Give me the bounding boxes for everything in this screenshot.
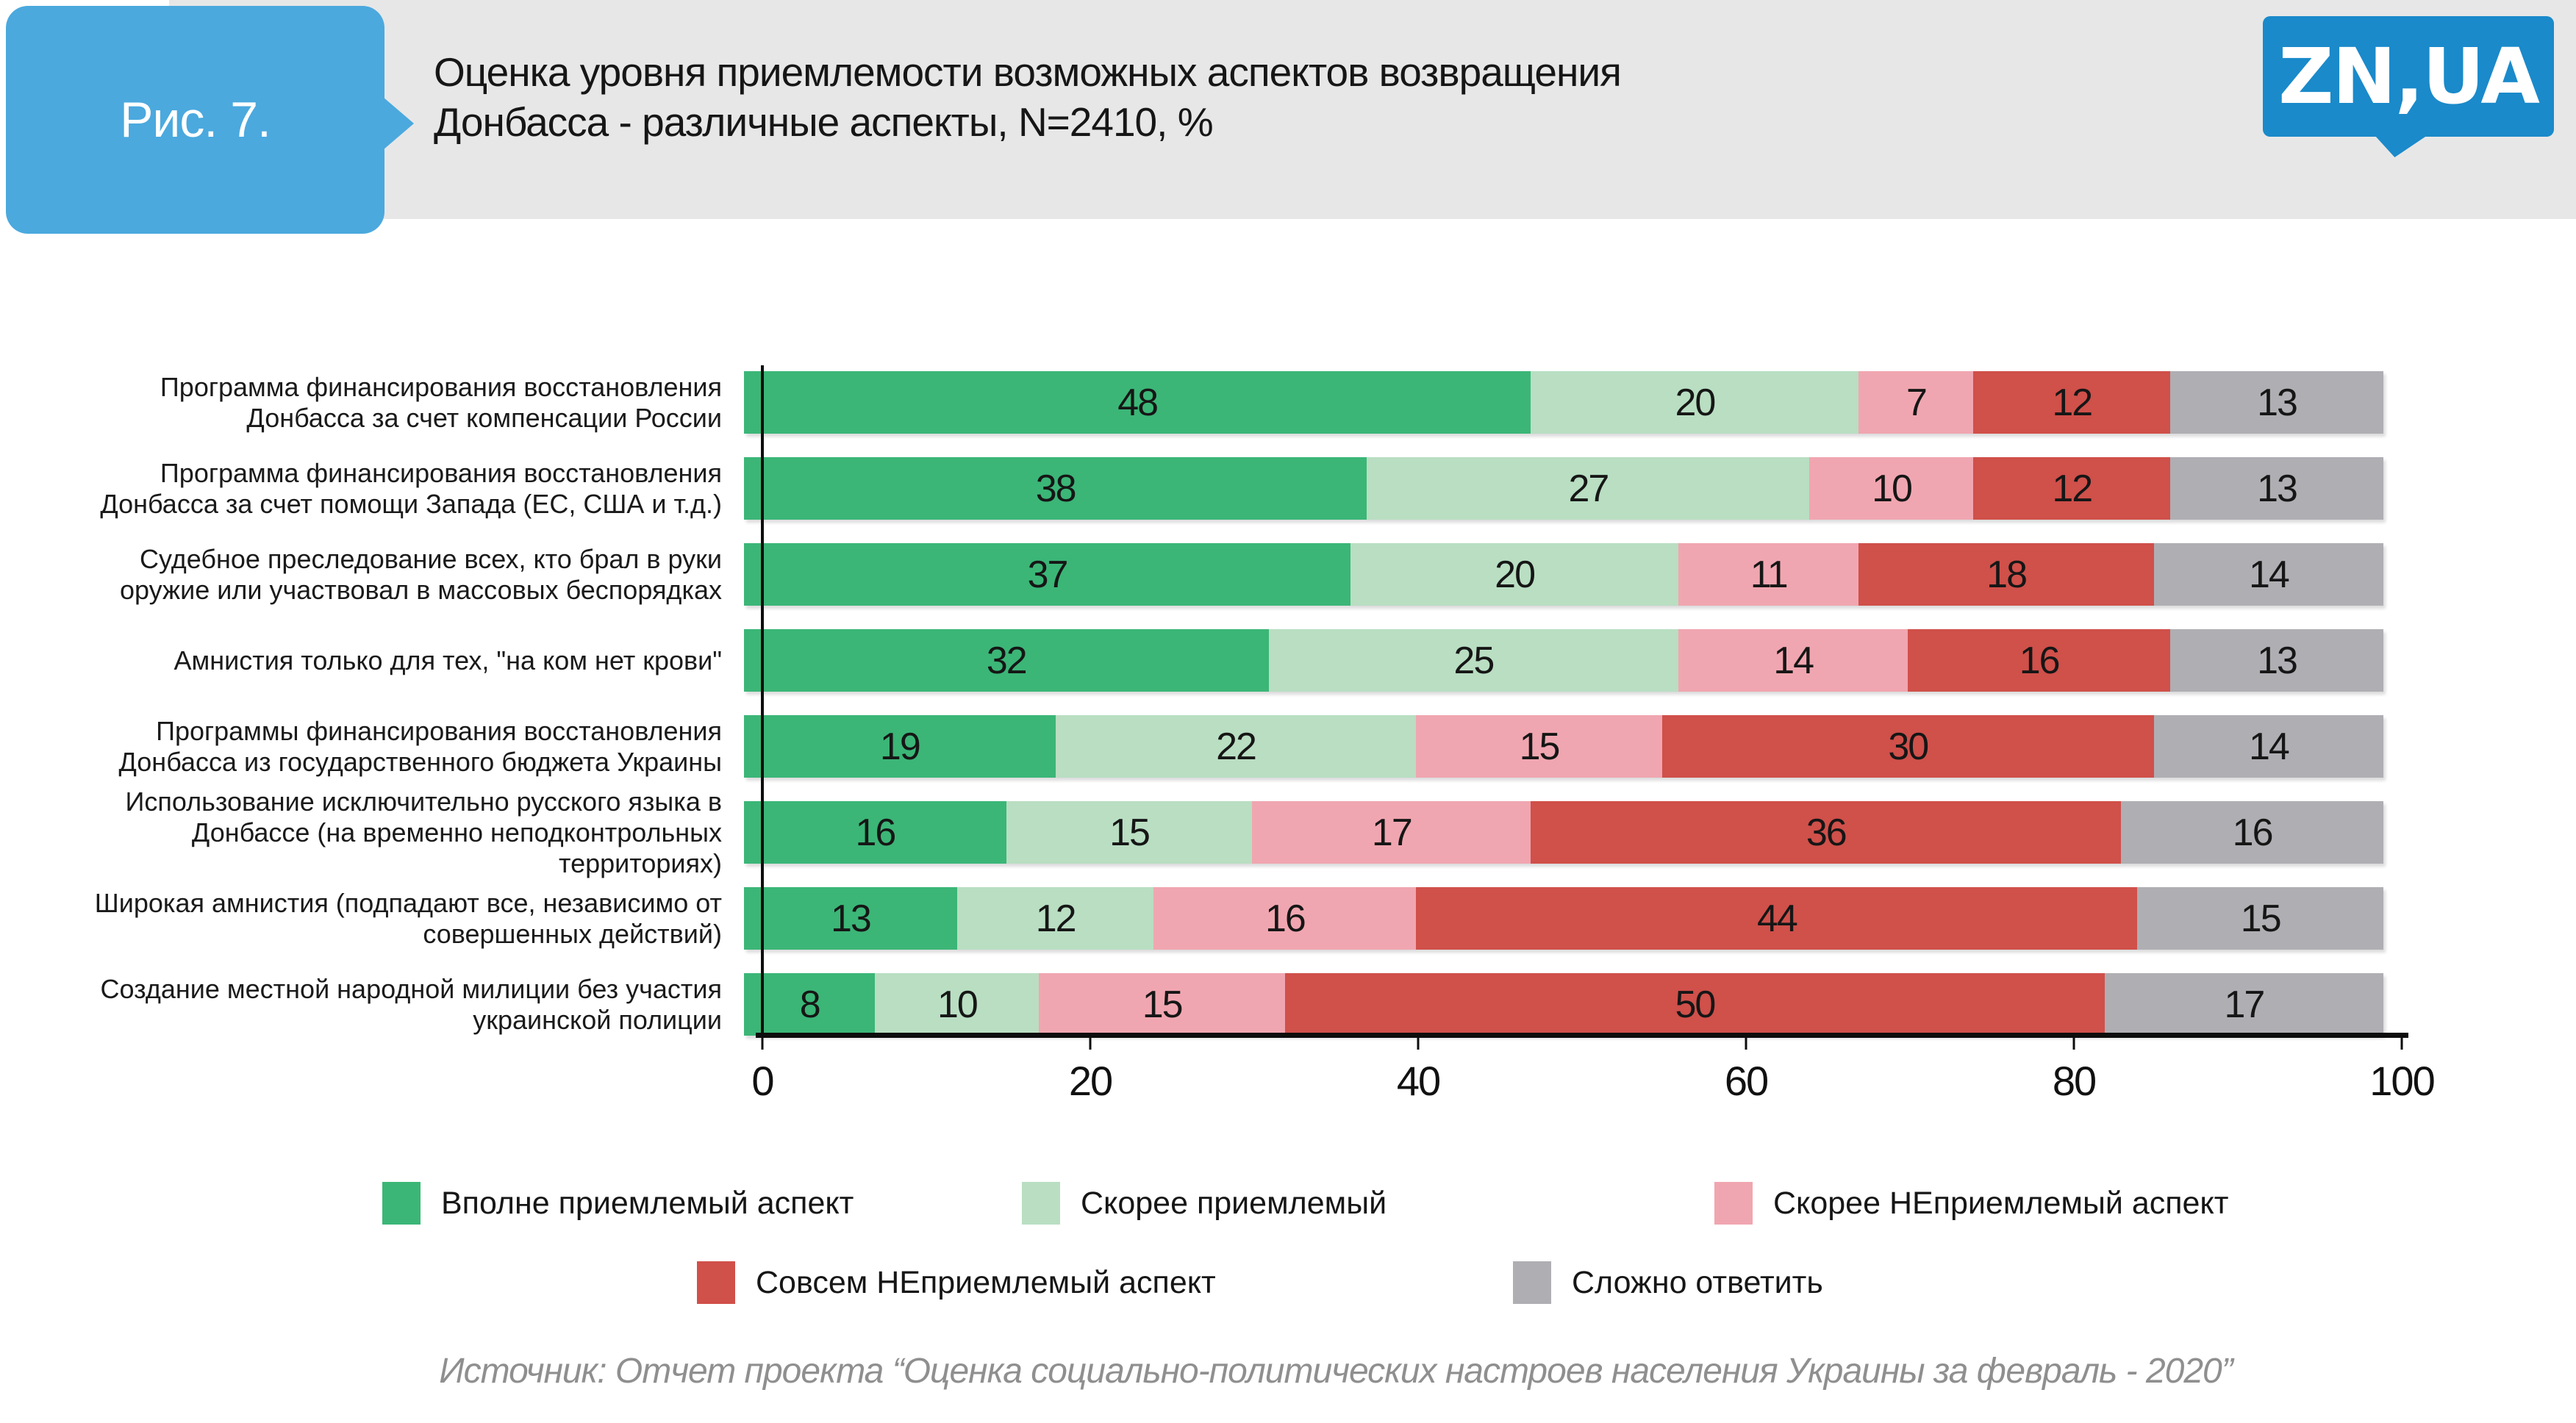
bar-segment	[2137, 887, 2383, 950]
bar-value-label: 36	[1806, 811, 1846, 854]
chart-row	[0, 445, 2426, 531]
bar-segment	[2121, 801, 2383, 864]
figure-number-tab	[6, 6, 384, 234]
chart-row	[0, 359, 2426, 445]
bar-value-label: 16	[1264, 897, 1305, 940]
category-label: Амнистия только для тех, "на ком нет крови"	[173, 645, 722, 675]
bar-value-label: 17	[2224, 983, 2264, 1026]
x-axis-tick-label: 40	[1396, 1058, 1440, 1104]
bar-track	[744, 715, 2383, 778]
bar-segment	[1858, 543, 2153, 606]
bar-track	[744, 801, 2383, 864]
legend-swatch	[697, 1261, 735, 1304]
bar-track	[744, 457, 2383, 520]
legend-label: Скорее приемлемый	[1081, 1185, 1387, 1221]
chart-row	[0, 617, 2426, 703]
category-label: Программа финансирования восстановления Донбасса за счет помощи Запада (ЕС, США и т.д.)	[100, 457, 722, 519]
x-axis-tick	[1745, 1038, 1747, 1050]
category-label: Использование исключительно русского языка в Донбассе (на временно неподконтрольных территориях)	[125, 786, 722, 878]
bar-segment	[1973, 457, 2170, 520]
figure-number-label: Рис. 7.	[120, 92, 271, 148]
legend-swatch	[1022, 1182, 1060, 1225]
bar-value-label: 30	[1888, 725, 1928, 768]
bar-value-label: 18	[1986, 553, 2026, 596]
bar-value-label: 20	[1675, 381, 1715, 424]
bar-segment	[1285, 973, 2105, 1036]
bar-track	[744, 887, 2383, 950]
chart-row	[0, 786, 2426, 878]
bar-segment	[2170, 457, 2383, 520]
bar-value-label: 13	[2257, 467, 2297, 510]
bar-segment	[744, 371, 1531, 434]
bar-value-label: 12	[1035, 897, 1076, 940]
bar-segment	[1416, 887, 2137, 950]
bar-value-label: 8	[799, 983, 820, 1026]
source-note: Источник: Отчет проекта “Оценка социально-политических настроев населения Украины за февраль - 2020”	[439, 1352, 2233, 1391]
bar-value-label: 11	[1750, 553, 1787, 596]
x-axis-tick	[2401, 1038, 2403, 1050]
bar-value-label: 25	[1453, 639, 1494, 682]
bar-segment	[1662, 715, 2154, 778]
bar-value-label: 32	[986, 639, 1026, 682]
bar-value-label: 48	[1117, 381, 1158, 424]
bar-segment	[1350, 543, 1678, 606]
chart-title-line-2: Донбасса - различные аспекты, N=2410, %	[434, 99, 1213, 145]
bar-value-label: 10	[1872, 467, 1911, 510]
x-axis-tick-label: 20	[1068, 1058, 1112, 1104]
figure-tab-arrow	[383, 97, 414, 150]
bar-value-label: 13	[2257, 639, 2297, 682]
legend-label: Вполне приемлемый аспект	[441, 1185, 854, 1221]
bar-segment	[1269, 629, 1679, 692]
bar-segment	[744, 887, 957, 950]
bar-value-label: 15	[2240, 897, 2280, 940]
bar-track	[744, 973, 2383, 1036]
category-label: Судебное преследование всех, кто брал в руки оружие или участвовал в массовых беспорядках	[120, 543, 722, 605]
x-axis-tick-label: 100	[2369, 1058, 2434, 1104]
x-axis-tick-label: 80	[2052, 1058, 2096, 1104]
bar-value-label: 7	[1906, 381, 1926, 424]
bar-segment	[2170, 371, 2383, 434]
x-axis-line	[756, 1033, 2408, 1038]
legend-item	[1714, 1182, 2228, 1225]
bar-value-label: 15	[1519, 725, 1559, 768]
legend-item	[1513, 1261, 1823, 1304]
x-axis-tick	[1090, 1038, 1092, 1050]
legend-swatch	[1513, 1261, 1551, 1304]
bar-segment	[744, 715, 1056, 778]
bar-track	[744, 629, 2383, 692]
bar-segment	[1678, 629, 1908, 692]
bar-segment	[1056, 715, 1417, 778]
bar-value-label: 44	[1756, 897, 1797, 940]
bar-segment	[1252, 801, 1531, 864]
bar-segment	[2170, 629, 2383, 692]
bar-segment	[744, 801, 1006, 864]
bar-value-label: 16	[2019, 639, 2059, 682]
x-axis-tick	[1417, 1038, 1420, 1050]
bar-value-label: 19	[879, 725, 920, 768]
bar-value-label: 50	[1675, 983, 1715, 1026]
bar-track	[744, 371, 2383, 434]
bar-segment	[2105, 973, 2383, 1036]
legend-swatch	[1714, 1182, 1753, 1225]
bar-value-label: 13	[831, 897, 870, 940]
bar-segment	[1039, 973, 1285, 1036]
bar-segment	[1858, 371, 1973, 434]
category-label: Создание местной народной милиции без участия украинской полиции	[100, 973, 722, 1035]
legend-item	[1022, 1182, 1387, 1225]
bar-value-label: 15	[1142, 983, 1182, 1026]
bar-segment	[1531, 801, 2121, 864]
bar-segment	[1531, 371, 1858, 434]
x-axis-tick-label: 0	[751, 1058, 773, 1104]
bar-segment	[1678, 543, 1858, 606]
bar-segment	[957, 887, 1154, 950]
bar-segment	[1973, 371, 2170, 434]
bar-segment	[1153, 887, 1416, 950]
bar-value-label: 37	[1027, 553, 1067, 596]
category-label: Программы финансирования восстановления Донбасса из государственного бюджета Украины	[118, 715, 722, 777]
chart-row	[0, 703, 2426, 789]
bar-value-label: 15	[1109, 811, 1149, 854]
bar-value-label: 10	[937, 983, 977, 1026]
bar-value-label: 16	[2232, 811, 2272, 854]
bar-value-label: 38	[1035, 467, 1076, 510]
bar-track	[744, 543, 2383, 606]
bar-segment	[1809, 457, 1973, 520]
legend-label: Сложно ответить	[1572, 1264, 1823, 1300]
category-label: Программа финансирования восстановления Донбасса за счет компенсации России	[160, 371, 722, 433]
x-axis-tick	[762, 1038, 764, 1050]
bar-segment	[1416, 715, 1662, 778]
bar-value-label: 16	[855, 811, 895, 854]
y-axis-line	[761, 365, 764, 1038]
zn-ua-logo	[2263, 16, 2554, 137]
chart-rows	[0, 359, 2426, 1047]
legend-label: Скорее НЕприемлемый аспект	[1773, 1185, 2229, 1221]
legend-item	[382, 1182, 854, 1225]
legend-swatch	[382, 1182, 421, 1225]
bar-segment	[744, 457, 1367, 520]
chart-row	[0, 875, 2426, 961]
bar-value-label: 22	[1216, 725, 1256, 768]
chart-title-line-1: Оценка уровня приемлемости возможных аспектов возвращения	[434, 49, 1621, 95]
bar-segment	[875, 973, 1039, 1036]
bar-value-label: 27	[1568, 467, 1609, 510]
bar-segment	[744, 629, 1269, 692]
bar-value-label: 14	[2248, 553, 2289, 596]
bar-value-label: 13	[2257, 381, 2297, 424]
bar-value-label: 14	[2248, 725, 2289, 768]
bar-value-label: 12	[2052, 467, 2092, 510]
bar-segment	[2154, 543, 2383, 606]
category-label: Широкая амнистия (подпадают все, независимо от совершенных действий)	[94, 887, 722, 949]
bar-value-label: 12	[2052, 381, 2092, 424]
x-axis-tick-label: 60	[1724, 1058, 1768, 1104]
legend-label: Совсем НЕприемлемый аспект	[756, 1264, 1216, 1300]
bar-segment	[1367, 457, 1809, 520]
bar-value-label: 17	[1371, 811, 1412, 854]
legend-item	[697, 1261, 1216, 1304]
bar-segment	[744, 543, 1350, 606]
bar-segment	[2154, 715, 2383, 778]
zn-ua-logo-text: ZN,UA	[2278, 32, 2539, 121]
chart-row	[0, 531, 2426, 617]
chart-title	[434, 47, 1621, 147]
bar-value-label: 14	[1773, 639, 1814, 682]
x-axis-tick	[2073, 1038, 2075, 1050]
bar-segment	[1908, 629, 2170, 692]
bar-value-label: 20	[1495, 553, 1535, 596]
bar-segment	[1006, 801, 1253, 864]
